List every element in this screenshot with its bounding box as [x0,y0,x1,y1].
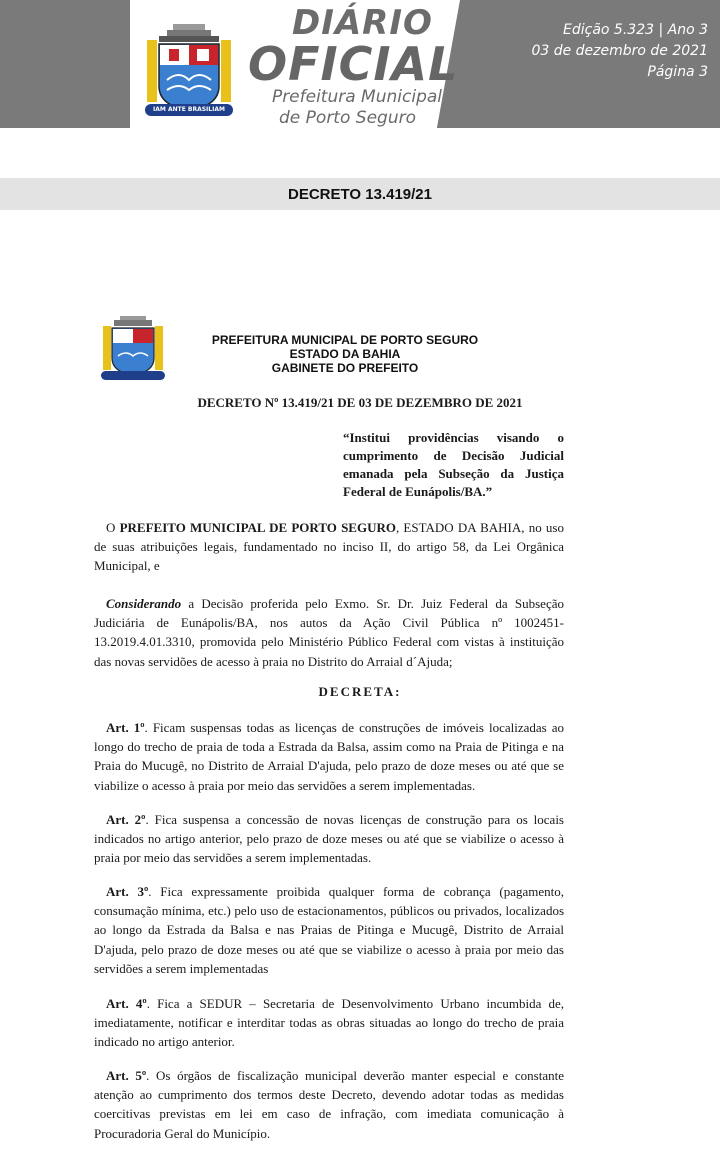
page-number: Página 3 [647,64,708,80]
article-4-text: . Fica a SEDUR – Secretaria de Desenvolvimento Urbano incumbida de, imediatamente, notificar e interditar todas as obras situadas ao longo do trecho de praia indicado no artigo anterior. [94,996,565,1050]
article-5-label: Art. 5º [106,1068,147,1083]
diario-oficial-logo [248,4,458,128]
article-1-label: Art. 1º [106,720,145,735]
preamble-paragraph-1 [94,518,564,576]
edition-date: 03 de dezembro de 2021 [531,43,708,59]
preamble-1c: , ESTADO DA BAHIA, no uso de suas atribuições legais, fundamentado no inciso II, do artigo 58, da Lei Orgânica Municipal, e [94,520,564,574]
preamble-1a: O [106,520,120,535]
letterhead [180,333,510,375]
decree-bar: DECRETO 13.419/21 [0,178,720,210]
crest-motto: IAM ANTE BRASILIAM ESO [153,106,225,123]
edition-info [531,20,708,83]
preamble-2a: Considerando [106,596,182,611]
article-4-label: Art. 4º [106,996,147,1011]
brand-line-1: DIÁRIO [292,3,433,43]
article-3 [94,882,564,978]
article-3-text: . Fica expressamente proibida qualquer forma de cobrança (pagamento, consumação mínima, etc.) pelo uso de estacionamentos, públicos ou privados, localizados ao longo da Estrada da Balsa e nas Praias de Pitinga e Mucugê, Distrito de Arraial D'ajuda, pelo prazo de doze meses ou até que se viabilize o acesso à praia por meio das servidões a serem implementadas [94,884,565,976]
decree-title: DECRETO Nº 13.419/21 DE 03 DE DEZEMBRO DE 2021 [197,395,523,410]
preamble-2b: a Decisão proferida pelo Exmo. Sr. Dr. Juiz Federal da Subseção Judiciária de Eunápolis/BA, nos autos da Ação Civil Pública nº 1002451-13.2019.4.01.3310, promovida pelo Ministério Público Federal com vistas à instituição das novas servidões de acesso à praia no Distrito do Arraial d´Ajuda; [94,596,564,669]
brand-line-4: de Porto Seguro [279,108,416,128]
article-3-label: Art. 3º [106,884,149,899]
letterhead-line-3: GABINETE DO PREFEITO [271,361,419,375]
small-crest-icon [100,314,166,382]
letterhead-line-1: PREFEITURA MUNICIPAL DE PORTO SEGURO [211,333,479,347]
edition-number: Edição 5.323 | Ano 3 [563,22,708,38]
decreta-heading: DECRETA: [318,684,402,699]
article-5-text: . Os órgãos de fiscalização municipal deverão manter especial e constante atenção ao cumprimento dos termos deste Decreto, devendo adotar todas as medidas coercitivas previstas em lei em caso de infração, com imediata comunicação à Procuradoria Geral do Município. [94,1068,565,1141]
article-5 [94,1066,564,1143]
letterhead-line-2: ESTADO DA BAHIA [289,347,401,361]
article-4 [94,994,564,1052]
article-2-label: Art. 2º [106,812,146,827]
article-2-text: . Fica suspensa a concessão de novas licenças de construção para os locais indicados no artigo anterior, pelo prazo de doze meses ou até que se viabilize o acesso à praia por meio das servidões a serem implementadas. [94,812,564,866]
preamble-1b: PREFEITO MUNICIPAL DE PORTO SEGURO [119,520,396,535]
article-1 [94,718,564,795]
brand-line-3: Prefeitura Municipal [271,87,442,107]
preamble-paragraph-2 [94,594,564,671]
article-2 [94,810,564,868]
brand-line-2: OFICIAL [248,37,459,91]
ementa: “Institui providências visando o cumprimento de Decisão Judicial emanada pela Subseção da Justiça Federal de Eunápolis/BA.” [343,430,564,499]
article-1-text: . Ficam suspensas todas as licenças de construções de imóveis localizadas ao longo do trecho de praia de toda a Estrada da Balsa, assim como na Praia de Pitinga e na Praia do Mucugê, no Distrito de Arraial D'ajuda, pelo prazo de doze meses ou até que se viabilize o acesso à praia por meio das servidões a serem implementadas. [94,720,564,793]
